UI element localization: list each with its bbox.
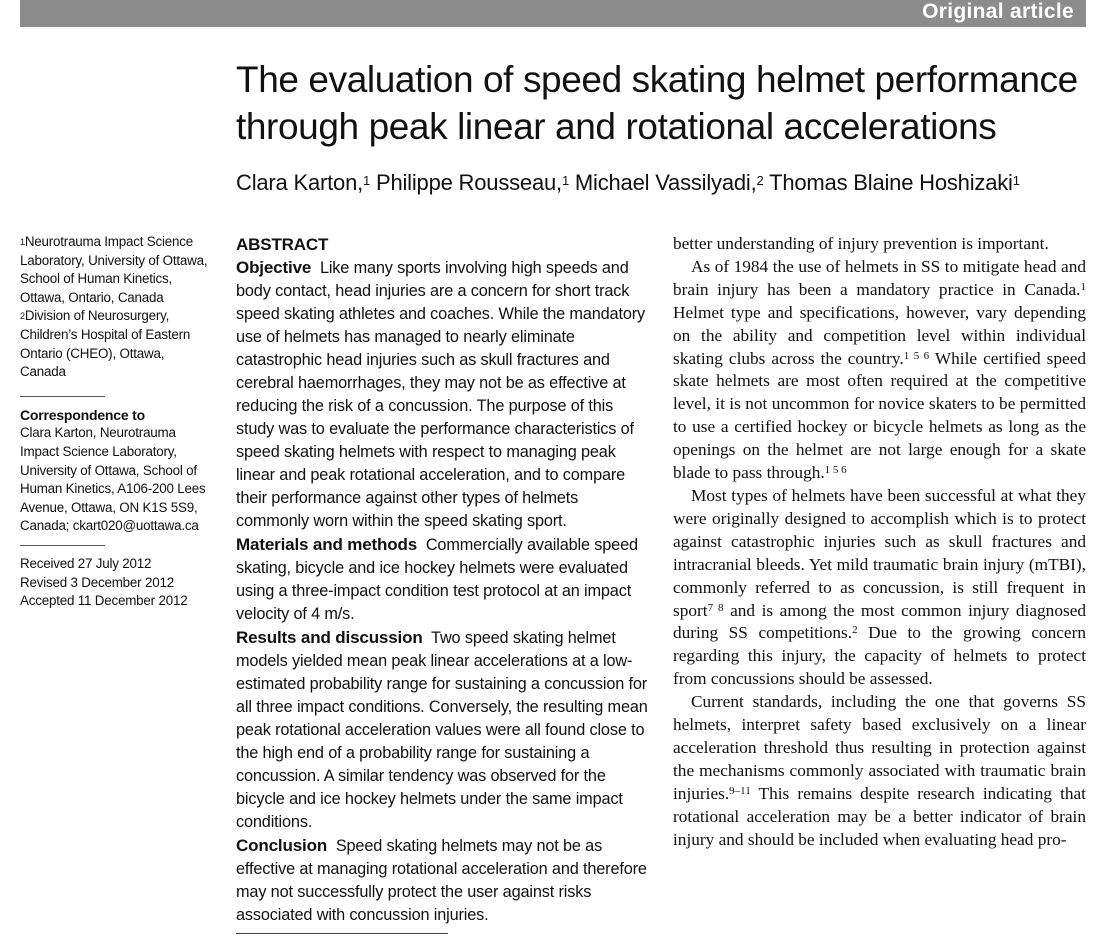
body-text-column	[673, 233, 1086, 851]
body-paragraph: better understanding of injury prevention is important.	[673, 234, 1049, 253]
accepted-date: Accepted 11 December 2012	[20, 593, 188, 609]
correspondence-heading: Correspondence to	[20, 406, 145, 423]
body-paragraph: Current standards, including the one that governs SS helmets, interpret safety based exclusively on a linear acceleration threshold thus resulting in protection against the mechanisms commonly associated with traumatic brain injuries.$^{9-11}$ This remains despite research indicating that rotational acceleration may be a better indicator of brain injury and should be included when evaluating head pro-	[673, 692, 1086, 849]
correspondence-address: Clara Karton, Neurotrauma Impact Science Laboratory, University of Ottawa, School of Human Kinetics, A106-200 Lees Avenue, Ottawa, ON K1S 5S9, Canada; ckart020@uottawa.ca	[20, 425, 206, 534]
citation-ref: 1 5 6	[903, 349, 930, 362]
citation-ref: 9–11	[729, 784, 751, 797]
section-label: Materials and methods	[236, 535, 418, 554]
author-name: Thomas Blaine Hoshizaki	[769, 170, 1013, 195]
author-list	[236, 166, 1096, 200]
section-text: Speed skating helmets may not be as effective at managing rotational acceleration and therefore may not successfully protect the user against risks associated with concussion injuries.	[236, 837, 647, 924]
author-affiliation-ref: 1	[363, 173, 371, 188]
sidebar-divider	[20, 396, 105, 397]
citation-ref: 2	[852, 624, 858, 637]
section-text: Like many sports involving high speeds and body contact, head injuries are a concern for short track speed skating athletes and coaches. While the mandatory use of helmets has managed to nearly eliminate catastrophic head injuries such as skull fractures and cerebral haemorrhages, they may not be as effective at reducing the risk of a concussion. The purpose of this study was to evaluate the performance characteristics of speed skating helmets with respect to managing peak linear and peak rotational acceleration, and to compare their performance against other types of helmets commonly worn within the speed skating sport.	[236, 259, 645, 530]
author-name: Philippe Rousseau,	[375, 170, 562, 195]
article-sidebar	[20, 233, 210, 611]
article-type-label: Original article	[922, 0, 1074, 23]
author-name: Clara Karton,	[236, 170, 364, 195]
author-name: Michael Vassilyadi,	[574, 170, 757, 195]
revised-date: Revised 3 December 2012	[20, 574, 174, 590]
abstract-methods	[236, 533, 648, 626]
abstract-heading: ABSTRACT	[236, 235, 329, 254]
abstract-conclusion	[236, 834, 648, 927]
article-title: The evaluation of speed skating helmet performance through peak linear and rotational accelerations	[236, 59, 1078, 147]
author-affiliation-ref: 1	[561, 173, 569, 188]
abstract-objective	[236, 256, 648, 533]
section-label: Conclusion	[236, 836, 328, 855]
affiliation: $^2$Division of Neurosurgery, Children’s Hospital of Eastern Ontario (CHEO), Ottawa, Canada	[20, 308, 191, 380]
abstract	[236, 233, 648, 927]
section-text: Commercially available speed skating, bicycle and ice hockey helmets were evaluated using a three-impact condition test protocol at an impact velocity of 4 m/s.	[236, 536, 638, 623]
body-paragraph: As of 1984 the use of helmets in SS to mitigate head and brain injury has been a mandatory practice in Canada.$^1$ Helmet type and specifications, however, vary depending on the ability and competition level within individual skating clubs across the country.$^{1 5 6}$ While certified speed skate helmets are most often required at the competitive level, it is not uncommon for novice skaters to be permitted to use a certified hockey or bicycle helmets as long as the openings on the helmet are not large enough for a skate blade to pass through.$^{1 5 6}$	[673, 256, 1087, 483]
body-paragraph: Most types of helmets have been successful at what they were originally designed to accomplish which is to protect against catastrophic injuries such as skull fractures and intracranial bleeds. Yet mild traumatic brain injury (mTBI), commonly referred to as concussion, is still frequent in sport$^{7 8}$ and is among the most common injury diagnosed during SS competitions.$^2$ Due to the growing concern regarding this injury, the capacity of helmets to protect from concussions should be assessed.	[673, 485, 1087, 689]
citation-ref: 1 5 6	[824, 464, 847, 477]
affiliation: $^1$Neurotrauma Impact Science Laboratory, University of Ottawa, School of Human Kinetics, Ottawa, Ontario, Canada	[20, 234, 208, 305]
article-type-banner	[20, 0, 1086, 27]
section-text: Two speed skating helmet models yielded mean peak linear accelerations at a low-estimated probability range for sustaining a concussion for all three impact conditions. Conversely, the resulting mean peak rotational acceleration values were all found close to the high end of a probability range for sustaining a concussion. A similar tendency was observed for the bicycle and ice hockey helmets under the same impact conditions.	[236, 629, 648, 831]
abstract-results	[236, 626, 648, 834]
abstract-divider	[236, 933, 448, 934]
citation-ref: 7 8	[707, 601, 724, 614]
author-affiliation-ref: 1	[1012, 173, 1020, 188]
citation-ref: 1	[1080, 280, 1086, 293]
author-affiliation-ref: 2	[756, 173, 764, 188]
section-label: Objective	[236, 258, 312, 277]
sidebar-divider	[20, 545, 105, 546]
received-date: Received 27 July 2012	[20, 555, 152, 571]
section-label: Results and discussion	[236, 628, 423, 647]
